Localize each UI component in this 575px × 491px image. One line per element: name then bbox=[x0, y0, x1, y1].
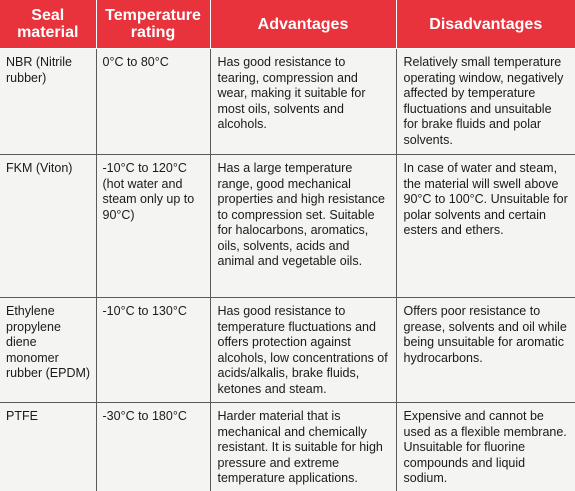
header-seal-material: Seal material bbox=[0, 0, 96, 49]
header-row bbox=[0, 0, 575, 49]
cell-advantages: Has good resistance to tearing, compression and wear, making it suitable for most oils, solvents and alcohols. bbox=[210, 49, 396, 155]
cell-material: Ethylene propylene diene monomer rubber (EPDM) bbox=[0, 298, 96, 403]
cell-material: NBR (Nitrile rubber) bbox=[0, 49, 96, 155]
table-row-ptfe bbox=[0, 403, 575, 491]
cell-disadvantages: In case of water and steam, the material will swell above 90°C to 100°C. Unsuitable for polar solvents and certain esters and ethers. bbox=[396, 155, 575, 298]
cell-temperature: -10°C to 120°C (hot water and steam only up to 90°C) bbox=[96, 155, 210, 298]
table-header bbox=[0, 0, 575, 49]
cell-advantages: Has good resistance to temperature fluctuations and offers protection against alcohols, low concentrations of acids/alkalis, brake fluids, ketones and steam. bbox=[210, 298, 396, 403]
table-body bbox=[0, 49, 575, 491]
cell-advantages: Has a large temperature range, good mechanical properties and high resistance to compression set. Suitable for halocarbons, aromatics, oils, solvents, acids and animal and vegetable oils. bbox=[210, 155, 396, 298]
table-row-nbr bbox=[0, 49, 575, 155]
header-temperature-rating: Temperature rating bbox=[96, 0, 210, 49]
header-disadvantages: Disadvantages bbox=[396, 0, 575, 49]
table-row-fkm bbox=[0, 155, 575, 298]
cell-disadvantages: Expensive and cannot be used as a flexible membrane. Unsuitable for fluorine compounds and liquid sodium. bbox=[396, 403, 575, 491]
cell-material: FKM (Viton) bbox=[0, 155, 96, 298]
cell-temperature: -30°C to 180°C bbox=[96, 403, 210, 491]
cell-material: PTFE bbox=[0, 403, 96, 491]
cell-advantages: Harder material that is mechanical and chemically resistant. It is suitable for high pressure and extreme temperature applications. bbox=[210, 403, 396, 491]
cell-disadvantages: Relatively small temperature operating window, negatively affected by temperature fluctuations and unsuitable for brake fluids and polar solvents. bbox=[396, 49, 575, 155]
cell-temperature: -10°C to 130°C bbox=[96, 298, 210, 403]
table-row-epdm bbox=[0, 298, 575, 403]
cell-temperature: 0°C to 80°C bbox=[96, 49, 210, 155]
header-advantages: Advantages bbox=[210, 0, 396, 49]
cell-disadvantages: Offers poor resistance to grease, solvents and oil while being unsuitable for aromatic hydrocarbons. bbox=[396, 298, 575, 403]
